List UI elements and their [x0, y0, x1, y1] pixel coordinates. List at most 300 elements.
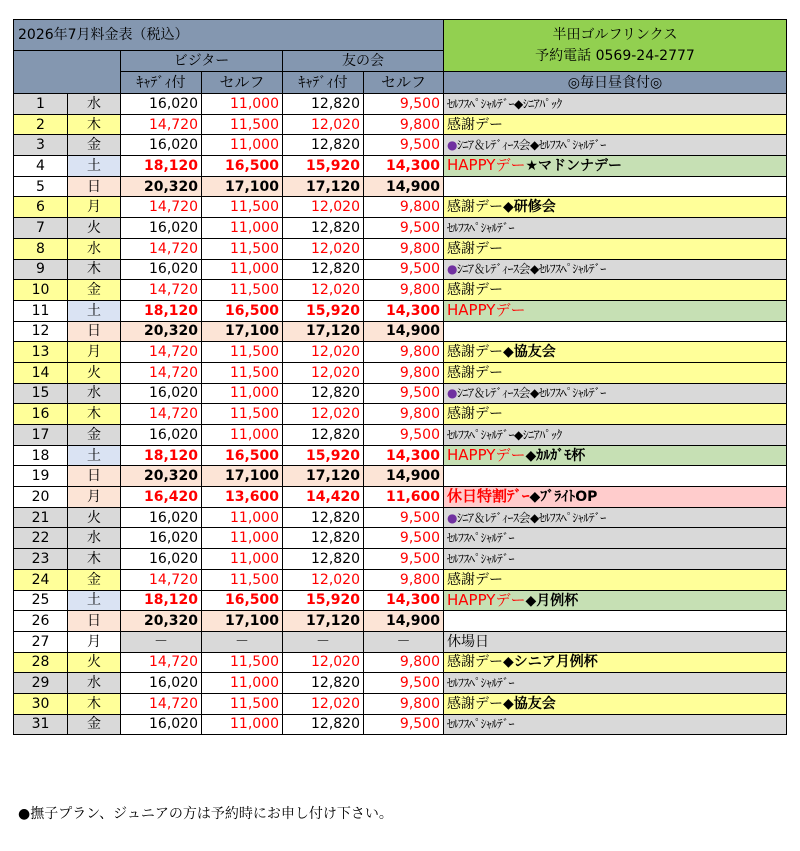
weekday-cell: 木: [68, 259, 121, 280]
date-cell: 9: [14, 259, 68, 280]
visitor-caddie-price: 16,020: [121, 425, 202, 446]
table-row: [14, 693, 787, 714]
weekday-cell: 水: [68, 673, 121, 694]
event-extra-label: ◆シニア月例杯: [503, 654, 598, 671]
event-note: [444, 238, 787, 259]
event-note: [444, 94, 787, 115]
visitor-self-price: 16,500: [202, 590, 283, 611]
visitor-caddie-price: 20,320: [121, 321, 202, 342]
date-cell: 31: [14, 714, 68, 735]
event-label: ｼﾆｱ＆ﾚﾃﾞｨｰｽ会◆ｾﾙﾌｽﾍﾟｼｬﾙﾃﾞｰ: [456, 138, 606, 153]
visitor-self-price: －: [202, 631, 283, 652]
event-label: 感謝デー: [447, 240, 503, 257]
visitor-self-price: 11,000: [202, 383, 283, 404]
member-self-price: 9,500: [364, 714, 444, 735]
date-cell: 12: [14, 321, 68, 342]
member-caddie-price: 12,020: [283, 238, 364, 259]
date-cell: 30: [14, 693, 68, 714]
course-phone: 予約電話 0569-24-2777: [535, 47, 695, 64]
table-row: [14, 362, 787, 383]
event-label: ★マドンナデー: [525, 158, 623, 175]
member-self-price: 9,500: [364, 528, 444, 549]
member-self-price: 9,800: [364, 362, 444, 383]
event-note: [444, 549, 787, 570]
weekday-cell: 土: [68, 590, 121, 611]
header-member-caddie: ｷｬﾃﾞｨ付: [283, 72, 364, 94]
visitor-self-price: 16,500: [202, 156, 283, 177]
visitor-caddie-price: 16,020: [121, 714, 202, 735]
table-row: [14, 383, 787, 404]
purple-dot-icon: ●: [447, 262, 457, 277]
event-extra-label: ◆研修会: [503, 199, 556, 216]
purple-dot-icon: ●: [447, 386, 457, 401]
member-caddie-price: 17,120: [283, 611, 364, 632]
visitor-self-price: 11,500: [202, 652, 283, 673]
event-extra-label: ◆協友会: [503, 344, 556, 361]
weekday-cell: 日: [68, 611, 121, 632]
event-label: ◆月例杯: [525, 592, 579, 609]
member-self-price: 9,500: [364, 549, 444, 570]
member-caddie-price: －: [283, 631, 364, 652]
header-blank: [14, 51, 121, 94]
event-note: [444, 383, 787, 404]
visitor-self-price: 11,500: [202, 238, 283, 259]
date-cell: 3: [14, 135, 68, 156]
event-note: [444, 714, 787, 735]
weekday-cell: 土: [68, 445, 121, 466]
member-caddie-price: 15,920: [283, 590, 364, 611]
date-cell: 2: [14, 114, 68, 135]
member-caddie-price: 17,120: [283, 321, 364, 342]
member-self-price: 11,600: [364, 487, 444, 508]
visitor-caddie-price: 16,020: [121, 507, 202, 528]
weekday-cell: 日: [68, 321, 121, 342]
event-note: [444, 114, 787, 135]
date-cell: 4: [14, 156, 68, 177]
event-note: [444, 590, 787, 611]
date-cell: 23: [14, 549, 68, 570]
event-note: [444, 342, 787, 363]
table-row: [14, 631, 787, 652]
weekday-cell: 火: [68, 652, 121, 673]
visitor-caddie-price: 14,720: [121, 404, 202, 425]
visitor-caddie-price: 20,320: [121, 176, 202, 197]
member-self-price: 14,300: [364, 156, 444, 177]
daily-lunch-note: ◎毎日昼食付◎: [444, 72, 787, 94]
member-caddie-price: 12,020: [283, 280, 364, 301]
visitor-self-price: 17,100: [202, 176, 283, 197]
table-row: [14, 714, 787, 735]
date-cell: 21: [14, 507, 68, 528]
member-self-price: 9,500: [364, 135, 444, 156]
table-row: [14, 466, 787, 487]
date-cell: 5: [14, 176, 68, 197]
weekday-cell: 水: [68, 383, 121, 404]
visitor-self-price: 11,000: [202, 259, 283, 280]
event-label: ｾﾙﾌｽﾍﾟｼｬﾙﾃﾞｰ◆ｼﾆｱﾊﾟｯｸ: [447, 96, 562, 111]
course-info: [444, 20, 787, 72]
date-cell: 26: [14, 611, 68, 632]
visitor-self-price: 11,000: [202, 425, 283, 446]
event-label: 感謝デー: [447, 654, 503, 671]
visitor-caddie-price: 14,720: [121, 342, 202, 363]
visitor-self-price: 11,500: [202, 280, 283, 301]
member-self-price: 9,800: [364, 114, 444, 135]
visitor-self-price: 11,000: [202, 714, 283, 735]
visitor-caddie-price: 16,020: [121, 259, 202, 280]
weekday-cell: 日: [68, 176, 121, 197]
member-self-price: 9,800: [364, 342, 444, 363]
table-row: [14, 321, 787, 342]
visitor-self-price: 11,000: [202, 135, 283, 156]
table-row: [14, 156, 787, 177]
member-self-price: －: [364, 631, 444, 652]
visitor-caddie-price: 20,320: [121, 466, 202, 487]
event-note: [444, 652, 787, 673]
visitor-caddie-price: 16,020: [121, 135, 202, 156]
event-label: 感謝デー: [447, 116, 503, 133]
event-label: ｾﾙﾌｽﾍﾟｼｬﾙﾃﾞｰ: [447, 551, 515, 566]
table-row: [14, 528, 787, 549]
member-self-price: 9,800: [364, 652, 444, 673]
date-cell: 8: [14, 238, 68, 259]
member-caddie-price: 17,120: [283, 466, 364, 487]
visitor-caddie-price: 16,020: [121, 383, 202, 404]
weekday-cell: 土: [68, 300, 121, 321]
date-cell: 6: [14, 197, 68, 218]
visitor-caddie-price: 14,720: [121, 652, 202, 673]
member-self-price: 9,800: [364, 693, 444, 714]
event-note: [444, 673, 787, 694]
table-row: [14, 549, 787, 570]
event-label: ◆ﾌﾞﾗｲﾄOP: [529, 489, 598, 506]
visitor-self-price: 11,500: [202, 404, 283, 425]
weekday-cell: 金: [68, 714, 121, 735]
event-note: [444, 259, 787, 280]
weekday-cell: 木: [68, 693, 121, 714]
table-row: [14, 569, 787, 590]
event-label: ｼﾆｱ＆ﾚﾃﾞｨｰｽ会◆ｾﾙﾌｽﾍﾟｼｬﾙﾃﾞｰ: [456, 262, 606, 277]
visitor-self-price: 11,000: [202, 507, 283, 528]
visitor-caddie-price: －: [121, 631, 202, 652]
date-cell: 20: [14, 487, 68, 508]
visitor-caddie-price: 14,720: [121, 569, 202, 590]
visitor-caddie-price: 14,720: [121, 114, 202, 135]
date-cell: 24: [14, 569, 68, 590]
member-caddie-price: 12,820: [283, 383, 364, 404]
event-note: [444, 300, 787, 321]
event-note: [444, 507, 787, 528]
member-self-price: 14,300: [364, 445, 444, 466]
visitor-self-price: 11,000: [202, 673, 283, 694]
weekday-cell: 月: [68, 487, 121, 508]
event-note: [444, 487, 787, 508]
header-member: 友の会: [283, 51, 444, 72]
table-row: [14, 114, 787, 135]
date-cell: 14: [14, 362, 68, 383]
event-label: 感謝デー: [447, 406, 503, 423]
member-caddie-price: 12,020: [283, 404, 364, 425]
event-note: [444, 321, 787, 342]
member-caddie-price: 12,020: [283, 569, 364, 590]
event-label: 感謝デー: [447, 282, 503, 299]
date-cell: 17: [14, 425, 68, 446]
visitor-self-price: 17,100: [202, 611, 283, 632]
event-note: [444, 197, 787, 218]
date-cell: 15: [14, 383, 68, 404]
page-title: 2026年7月料金表（税込）: [14, 20, 444, 51]
member-caddie-price: 12,020: [283, 693, 364, 714]
header-visitor-caddie: ｷｬﾃﾞｨ付: [121, 72, 202, 94]
date-cell: 10: [14, 280, 68, 301]
weekday-cell: 土: [68, 156, 121, 177]
event-highlight-label: HAPPYデー: [447, 446, 526, 465]
table-row: [14, 259, 787, 280]
event-highlight-label: HAPPYデー: [447, 590, 526, 609]
date-cell: 29: [14, 673, 68, 694]
table-row: [14, 238, 787, 259]
weekday-cell: 木: [68, 114, 121, 135]
member-self-price: 9,800: [364, 404, 444, 425]
visitor-caddie-price: 18,120: [121, 300, 202, 321]
event-label: ｼﾆｱ＆ﾚﾃﾞｨｰｽ会◆ｾﾙﾌｽﾍﾟｼｬﾙﾃﾞｰ: [456, 510, 606, 525]
weekday-cell: 月: [68, 342, 121, 363]
event-highlight-label: HAPPYデー: [447, 301, 526, 320]
header-visitor: ビジター: [121, 51, 283, 72]
event-note: [444, 280, 787, 301]
date-cell: 1: [14, 94, 68, 115]
table-row: [14, 300, 787, 321]
visitor-caddie-price: 16,020: [121, 673, 202, 694]
visitor-self-price: 11,500: [202, 693, 283, 714]
weekday-cell: 金: [68, 280, 121, 301]
event-note: [444, 135, 787, 156]
event-label: ◆ｶﾙｶﾞﾓ杯: [525, 448, 586, 465]
member-caddie-price: 12,820: [283, 507, 364, 528]
visitor-self-price: 11,000: [202, 528, 283, 549]
visitor-self-price: 16,500: [202, 300, 283, 321]
table-row: [14, 590, 787, 611]
weekday-cell: 月: [68, 197, 121, 218]
event-note: [444, 156, 787, 177]
weekday-cell: 金: [68, 425, 121, 446]
purple-dot-icon: ●: [447, 510, 457, 525]
member-self-price: 9,500: [364, 259, 444, 280]
event-label: 感謝デー: [447, 571, 503, 588]
member-self-price: 9,800: [364, 238, 444, 259]
visitor-self-price: 11,500: [202, 114, 283, 135]
header-row-plans: [14, 72, 787, 94]
table-row: [14, 611, 787, 632]
event-label: ｾﾙﾌｽﾍﾟｼｬﾙﾃﾞｰ: [447, 717, 515, 732]
event-note: [444, 569, 787, 590]
visitor-self-price: 11,000: [202, 94, 283, 115]
table-row: [14, 507, 787, 528]
member-caddie-price: 12,020: [283, 342, 364, 363]
table-row: [14, 135, 787, 156]
table-row: [14, 652, 787, 673]
weekday-cell: 木: [68, 549, 121, 570]
visitor-caddie-price: 20,320: [121, 611, 202, 632]
event-label: 感謝デー: [447, 344, 503, 361]
weekday-cell: 水: [68, 528, 121, 549]
date-cell: 7: [14, 218, 68, 239]
event-note: [444, 445, 787, 466]
member-caddie-price: 12,820: [283, 218, 364, 239]
event-label: ｾﾙﾌｽﾍﾟｼｬﾙﾃﾞｰ◆ｼﾆｱﾊﾟｯｸ: [447, 427, 562, 442]
table-row: [14, 94, 787, 115]
date-cell: 18: [14, 445, 68, 466]
member-caddie-price: 12,820: [283, 94, 364, 115]
date-cell: 28: [14, 652, 68, 673]
member-self-price: 9,500: [364, 507, 444, 528]
member-caddie-price: 15,920: [283, 156, 364, 177]
member-self-price: 14,900: [364, 611, 444, 632]
weekday-cell: 水: [68, 94, 121, 115]
event-label: 感謝デー: [447, 199, 503, 216]
weekday-cell: 火: [68, 507, 121, 528]
weekday-cell: 金: [68, 569, 121, 590]
visitor-self-price: 16,500: [202, 445, 283, 466]
event-note: [444, 404, 787, 425]
date-cell: 19: [14, 466, 68, 487]
visitor-self-price: 11,000: [202, 218, 283, 239]
member-self-price: 9,500: [364, 218, 444, 239]
date-cell: 16: [14, 404, 68, 425]
member-caddie-price: 14,420: [283, 487, 364, 508]
member-caddie-price: 12,820: [283, 714, 364, 735]
table-row: [14, 197, 787, 218]
member-caddie-price: 15,920: [283, 300, 364, 321]
event-label: 感謝デー: [447, 695, 503, 712]
member-caddie-price: 15,920: [283, 445, 364, 466]
event-label: ｼﾆｱ＆ﾚﾃﾞｨｰｽ会◆ｾﾙﾌｽﾍﾟｼｬﾙﾃﾞｰ: [456, 386, 606, 401]
visitor-caddie-price: 14,720: [121, 197, 202, 218]
event-label: ｾﾙﾌｽﾍﾟｼｬﾙﾃﾞｰ: [447, 220, 515, 235]
visitor-caddie-price: 16,020: [121, 528, 202, 549]
event-label: ｾﾙﾌｽﾍﾟｼｬﾙﾃﾞｰ: [447, 676, 515, 691]
event-highlight-label: 休日特割ﾃﾞｰ: [447, 487, 530, 506]
weekday-cell: 火: [68, 218, 121, 239]
event-note: [444, 528, 787, 549]
table-row: [14, 176, 787, 197]
member-self-price: 9,500: [364, 383, 444, 404]
member-caddie-price: 12,820: [283, 673, 364, 694]
member-caddie-price: 12,820: [283, 135, 364, 156]
member-caddie-price: 17,120: [283, 176, 364, 197]
weekday-cell: 火: [68, 362, 121, 383]
member-caddie-price: 12,020: [283, 362, 364, 383]
visitor-caddie-price: 14,720: [121, 693, 202, 714]
member-caddie-price: 12,020: [283, 114, 364, 135]
table-row: [14, 218, 787, 239]
event-label: 休場日: [447, 633, 489, 650]
header-visitor-self: セルフ: [202, 72, 283, 94]
course-name: 半田ゴルフリンクス: [552, 26, 678, 43]
visitor-self-price: 11,000: [202, 549, 283, 570]
member-caddie-price: 12,020: [283, 652, 364, 673]
member-self-price: 14,300: [364, 300, 444, 321]
member-self-price: 9,500: [364, 425, 444, 446]
visitor-self-price: 11,500: [202, 197, 283, 218]
price-table: [13, 19, 787, 735]
event-highlight-label: HAPPYデー: [447, 156, 526, 175]
purple-dot-icon: ●: [447, 138, 457, 153]
header-member-self: セルフ: [364, 72, 444, 94]
weekday-cell: 木: [68, 404, 121, 425]
visitor-caddie-price: 16,420: [121, 487, 202, 508]
visitor-caddie-price: 16,020: [121, 94, 202, 115]
footer-note: ●撫子プラン、ジュニアの方は予約時にお申し付け下さい。: [18, 806, 393, 822]
member-caddie-price: 12,820: [283, 259, 364, 280]
weekday-cell: 水: [68, 238, 121, 259]
weekday-cell: 日: [68, 466, 121, 487]
member-self-price: 9,800: [364, 569, 444, 590]
member-caddie-price: 12,820: [283, 425, 364, 446]
member-self-price: 9,800: [364, 197, 444, 218]
member-self-price: 9,500: [364, 94, 444, 115]
event-note: [444, 218, 787, 239]
visitor-self-price: 11,500: [202, 362, 283, 383]
visitor-caddie-price: 14,720: [121, 280, 202, 301]
member-self-price: 9,800: [364, 280, 444, 301]
date-cell: 27: [14, 631, 68, 652]
visitor-caddie-price: 14,720: [121, 362, 202, 383]
table-row: [14, 425, 787, 446]
visitor-self-price: 17,100: [202, 466, 283, 487]
visitor-caddie-price: 18,120: [121, 156, 202, 177]
member-self-price: 14,300: [364, 590, 444, 611]
visitor-caddie-price: 14,720: [121, 238, 202, 259]
table-row: [14, 673, 787, 694]
member-self-price: 14,900: [364, 321, 444, 342]
visitor-caddie-price: 18,120: [121, 590, 202, 611]
event-note: [444, 466, 787, 487]
table-row: [14, 280, 787, 301]
event-note: [444, 362, 787, 383]
table-row: [14, 404, 787, 425]
member-caddie-price: 12,820: [283, 549, 364, 570]
date-cell: 13: [14, 342, 68, 363]
event-note: [444, 693, 787, 714]
date-cell: 22: [14, 528, 68, 549]
table-row: [14, 342, 787, 363]
weekday-cell: 月: [68, 631, 121, 652]
table-row: [14, 445, 787, 466]
member-caddie-price: 12,820: [283, 528, 364, 549]
event-note: [444, 611, 787, 632]
visitor-self-price: 11,500: [202, 569, 283, 590]
table-row: [14, 487, 787, 508]
weekday-cell: 金: [68, 135, 121, 156]
visitor-caddie-price: 18,120: [121, 445, 202, 466]
event-note: [444, 425, 787, 446]
member-caddie-price: 12,020: [283, 197, 364, 218]
event-label: ｾﾙﾌｽﾍﾟｼｬﾙﾃﾞｰ: [447, 531, 515, 546]
event-note: [444, 631, 787, 652]
member-self-price: 14,900: [364, 466, 444, 487]
event-note: [444, 176, 787, 197]
visitor-self-price: 17,100: [202, 321, 283, 342]
event-extra-label: ◆協友会: [503, 695, 556, 712]
date-cell: 11: [14, 300, 68, 321]
visitor-caddie-price: 16,020: [121, 218, 202, 239]
member-self-price: 14,900: [364, 176, 444, 197]
visitor-self-price: 11,500: [202, 342, 283, 363]
date-cell: 25: [14, 590, 68, 611]
visitor-self-price: 13,600: [202, 487, 283, 508]
member-self-price: 9,500: [364, 673, 444, 694]
